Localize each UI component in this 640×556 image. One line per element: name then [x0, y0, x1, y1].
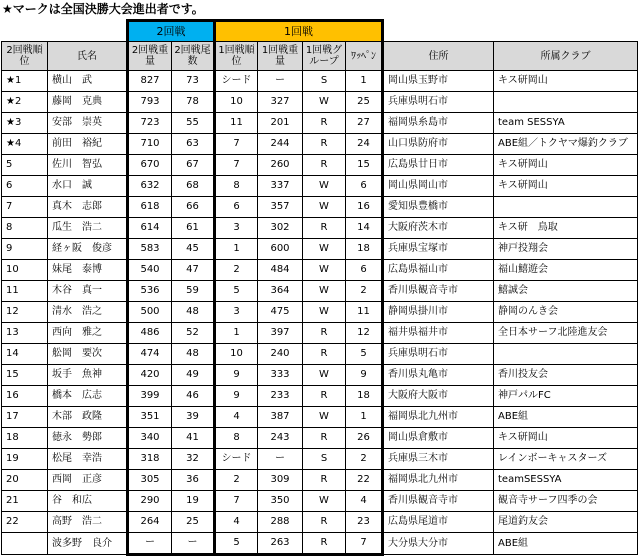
cell-club: 鱚誠会: [494, 281, 638, 302]
column-header-row: [2, 42, 638, 71]
cell-wappen: 7: [346, 533, 383, 555]
cell-address: 大阪府茨木市: [383, 218, 494, 239]
cell-tails2: 39: [172, 407, 215, 428]
cell-address: 岡山県岡山市: [383, 176, 494, 197]
cell-tails2: 48: [172, 302, 215, 323]
cell-wappen: 15: [346, 155, 383, 176]
cell-tails2: 63: [172, 134, 215, 155]
cell-wappen: 11: [346, 302, 383, 323]
cell-group1: R: [303, 155, 346, 176]
cell-weight2: 474: [128, 344, 172, 365]
table-row: [2, 92, 638, 113]
cell-name: 木部 政隆: [48, 407, 128, 428]
cell-wappen: 12: [346, 323, 383, 344]
cell-wappen: 6: [346, 260, 383, 281]
cell-name: 清水 浩之: [48, 302, 128, 323]
cell-wappen: 25: [346, 92, 383, 113]
cell-weight1: 201: [258, 113, 303, 134]
cell-rank2: 14: [2, 344, 48, 365]
cell-wappen: 23: [346, 512, 383, 533]
cell-rank2: 15: [2, 365, 48, 386]
cell-club: ABE組／トクヤマ爆釣クラブ: [494, 134, 638, 155]
cell-rank1: 3: [215, 302, 258, 323]
cell-address: 福岡県糸島市: [383, 113, 494, 134]
cell-address: 大阪府大阪市: [383, 386, 494, 407]
table-row: [2, 407, 638, 428]
cell-tails2: 32: [172, 449, 215, 470]
cell-name: 佐川 智弘: [48, 155, 128, 176]
cell-weight2: 500: [128, 302, 172, 323]
cell-weight2: 827: [128, 71, 172, 92]
cell-club: 尾道釣友会: [494, 512, 638, 533]
table-row: [2, 113, 638, 134]
cell-weight1: 600: [258, 239, 303, 260]
cell-address: 広島県廿日市: [383, 155, 494, 176]
cell-rank2: 16: [2, 386, 48, 407]
cell-rank1: シード: [215, 449, 258, 470]
cell-rank1: 5: [215, 281, 258, 302]
cell-rank2: 13: [2, 323, 48, 344]
cell-rank2: 5: [2, 155, 48, 176]
cell-weight1: 309: [258, 470, 303, 491]
cell-club: 静岡のんき会: [494, 302, 638, 323]
table-row: [2, 449, 638, 470]
cell-wappen: 4: [346, 491, 383, 512]
cell-rank1: 11: [215, 113, 258, 134]
cell-tails2: 48: [172, 344, 215, 365]
header-club: 所属クラブ: [494, 42, 638, 71]
cell-name: 松尾 幸浩: [48, 449, 128, 470]
cell-address: 香川県観音寺市: [383, 491, 494, 512]
cell-group1: R: [303, 386, 346, 407]
cell-rank2: [2, 533, 48, 555]
cell-group1: W: [303, 176, 346, 197]
cell-tails2: 73: [172, 71, 215, 92]
cell-name: 徳永 勢郎: [48, 428, 128, 449]
cell-club: キス研岡山: [494, 176, 638, 197]
cell-weight2: 420: [128, 365, 172, 386]
cell-name: 西向 雅之: [48, 323, 128, 344]
cell-wappen: 9: [346, 365, 383, 386]
cell-address: 岡山県玉野市: [383, 71, 494, 92]
cell-rank1: 1: [215, 323, 258, 344]
cell-name: 水口 誠: [48, 176, 128, 197]
cell-group1: W: [303, 365, 346, 386]
cell-rank2: 12: [2, 302, 48, 323]
round2-group-header: 2回戦: [128, 21, 215, 42]
table-row: [2, 155, 638, 176]
cell-tails2: ー: [172, 533, 215, 555]
cell-rank1: 5: [215, 533, 258, 555]
cell-name: 安部 崇英: [48, 113, 128, 134]
cell-tails2: 41: [172, 428, 215, 449]
cell-rank2: 22: [2, 512, 48, 533]
cell-group1: W: [303, 260, 346, 281]
cell-club: teamSESSYA: [494, 470, 638, 491]
cell-wappen: 5: [346, 344, 383, 365]
cell-weight2: 486: [128, 323, 172, 344]
cell-tails2: 45: [172, 239, 215, 260]
cell-group1: S: [303, 449, 346, 470]
cell-club: キス研 鳥取: [494, 218, 638, 239]
cell-club: キス研岡山: [494, 71, 638, 92]
cell-club: レインボーキャスターズ: [494, 449, 638, 470]
cell-weight1: 484: [258, 260, 303, 281]
header-address: 住所: [383, 42, 494, 71]
cell-rank2: 21: [2, 491, 48, 512]
cell-tails2: 66: [172, 197, 215, 218]
table-row: [2, 218, 638, 239]
qualifier-note: ★マークは全国決勝大会進出者です。: [2, 2, 204, 16]
cell-club: ABE組: [494, 533, 638, 555]
header-weight2: 2回戦重量: [128, 42, 172, 71]
cell-group1: W: [303, 197, 346, 218]
cell-rank2: ★2: [2, 92, 48, 113]
cell-address: 兵庫県三木市: [383, 449, 494, 470]
table-row: [2, 281, 638, 302]
group-header-row: [2, 21, 638, 42]
table-row: [2, 491, 638, 512]
cell-rank2: 9: [2, 239, 48, 260]
cell-address: 福井県福井市: [383, 323, 494, 344]
cell-weight1: 387: [258, 407, 303, 428]
cell-group1: W: [303, 407, 346, 428]
cell-weight2: 264: [128, 512, 172, 533]
cell-group1: W: [303, 239, 346, 260]
cell-address: 愛知県豊橋市: [383, 197, 494, 218]
cell-rank2: 10: [2, 260, 48, 281]
cell-tails2: 52: [172, 323, 215, 344]
cell-club: team SESSYA: [494, 113, 638, 134]
cell-tails2: 49: [172, 365, 215, 386]
cell-club: [494, 197, 638, 218]
cell-name: 前田 裕紀: [48, 134, 128, 155]
cell-weight2: 793: [128, 92, 172, 113]
cell-weight1: 240: [258, 344, 303, 365]
cell-weight2: 710: [128, 134, 172, 155]
cell-tails2: 68: [172, 176, 215, 197]
cell-address: 香川県観音寺市: [383, 281, 494, 302]
header-tails2: 2回戦尾数: [172, 42, 215, 71]
cell-group1: S: [303, 71, 346, 92]
cell-club: 全日本サーフ北陸進友会: [494, 323, 638, 344]
cell-group1: R: [303, 533, 346, 555]
cell-address: 兵庫県明石市: [383, 92, 494, 113]
cell-name: 舩岡 要次: [48, 344, 128, 365]
cell-rank1: 4: [215, 407, 258, 428]
cell-rank1: 8: [215, 176, 258, 197]
cell-club: [494, 92, 638, 113]
cell-weight1: 337: [258, 176, 303, 197]
cell-rank2: 20: [2, 470, 48, 491]
table-row: [2, 71, 638, 92]
cell-wappen: 24: [346, 134, 383, 155]
cell-rank2: 19: [2, 449, 48, 470]
cell-weight2: 723: [128, 113, 172, 134]
cell-group1: R: [303, 134, 346, 155]
cell-tails2: 46: [172, 386, 215, 407]
cell-weight2: 351: [128, 407, 172, 428]
cell-group1: R: [303, 428, 346, 449]
cell-club: [494, 344, 638, 365]
cell-weight2: 632: [128, 176, 172, 197]
cell-weight1: 233: [258, 386, 303, 407]
cell-address: 香川県丸亀市: [383, 365, 494, 386]
cell-name: 木谷 真一: [48, 281, 128, 302]
cell-rank1: 3: [215, 218, 258, 239]
cell-weight1: 327: [258, 92, 303, 113]
cell-weight1: 357: [258, 197, 303, 218]
cell-wappen: 2: [346, 449, 383, 470]
cell-rank2: ★1: [2, 71, 48, 92]
table-row: [2, 344, 638, 365]
table-row: [2, 302, 638, 323]
cell-name: 高野 浩二: [48, 512, 128, 533]
cell-name: 藤岡 克典: [48, 92, 128, 113]
header-rank1: 1回戦順位: [215, 42, 258, 71]
cell-weight2: 614: [128, 218, 172, 239]
cell-weight1: 397: [258, 323, 303, 344]
cell-tails2: 78: [172, 92, 215, 113]
cell-rank2: 11: [2, 281, 48, 302]
cell-name: 瓜生 浩二: [48, 218, 128, 239]
cell-address: 岡山県倉敷市: [383, 428, 494, 449]
cell-wappen: 16: [346, 197, 383, 218]
cell-tails2: 55: [172, 113, 215, 134]
cell-tails2: 67: [172, 155, 215, 176]
results-table: [1, 19, 638, 556]
header-rank2: 2回戦順位: [2, 42, 48, 71]
header-weight1: 1回戦重量: [258, 42, 303, 71]
cell-wappen: 14: [346, 218, 383, 239]
cell-address: 広島県尾道市: [383, 512, 494, 533]
cell-name: 横山 武: [48, 71, 128, 92]
table-row: [2, 134, 638, 155]
cell-name: 妹尾 泰博: [48, 260, 128, 281]
cell-name: 坂手 魚神: [48, 365, 128, 386]
cell-weight1: 288: [258, 512, 303, 533]
cell-wappen: 22: [346, 470, 383, 491]
cell-group1: W: [303, 491, 346, 512]
cell-weight1: 475: [258, 302, 303, 323]
table-row: [2, 428, 638, 449]
cell-rank2: ★3: [2, 113, 48, 134]
cell-rank1: 2: [215, 260, 258, 281]
cell-name: 波多野 良介: [48, 533, 128, 555]
cell-address: 山口県防府市: [383, 134, 494, 155]
cell-group1: R: [303, 218, 346, 239]
cell-rank1: 2: [215, 470, 258, 491]
cell-club: 神戸投翔会: [494, 239, 638, 260]
cell-group1: W: [303, 302, 346, 323]
cell-rank1: 10: [215, 92, 258, 113]
cell-weight1: 263: [258, 533, 303, 555]
cell-rank1: シード: [215, 71, 258, 92]
table-row: [2, 365, 638, 386]
cell-weight1: 302: [258, 218, 303, 239]
cell-weight2: 618: [128, 197, 172, 218]
header-wappen: ﾜｯﾍﾟﾝ: [346, 42, 383, 71]
cell-address: 静岡県掛川市: [383, 302, 494, 323]
table-row: [2, 386, 638, 407]
cell-name: 経ヶ阪 俊彦: [48, 239, 128, 260]
table-row: [2, 323, 638, 344]
cell-rank1: 1: [215, 239, 258, 260]
table-row: [2, 239, 638, 260]
cell-tails2: 36: [172, 470, 215, 491]
cell-rank1: 7: [215, 134, 258, 155]
cell-address: 福岡県北九州市: [383, 470, 494, 491]
table-row: [2, 176, 638, 197]
cell-rank1: 8: [215, 428, 258, 449]
cell-name: 真木 志郎: [48, 197, 128, 218]
cell-wappen: 6: [346, 176, 383, 197]
cell-wappen: 1: [346, 71, 383, 92]
cell-club: 観音寺サーフ四季の会: [494, 491, 638, 512]
cell-address: 福岡県北九州市: [383, 407, 494, 428]
round1-group-header: 1回戦: [215, 21, 383, 42]
cell-rank1: 6: [215, 197, 258, 218]
cell-rank1: 10: [215, 344, 258, 365]
cell-weight2: 583: [128, 239, 172, 260]
cell-wappen: 1: [346, 407, 383, 428]
cell-rank1: 4: [215, 512, 258, 533]
cell-tails2: 59: [172, 281, 215, 302]
cell-rank2: 17: [2, 407, 48, 428]
cell-group1: R: [303, 323, 346, 344]
cell-rank2: 18: [2, 428, 48, 449]
cell-rank1: 9: [215, 386, 258, 407]
cell-weight2: 305: [128, 470, 172, 491]
cell-rank1: 9: [215, 365, 258, 386]
cell-club: 香川投友会: [494, 365, 638, 386]
cell-wappen: 2: [346, 281, 383, 302]
cell-rank2: ★4: [2, 134, 48, 155]
table-row: [2, 512, 638, 533]
cell-name: 西岡 正彦: [48, 470, 128, 491]
cell-group1: W: [303, 92, 346, 113]
header-group1: 1回戦グループ: [303, 42, 346, 71]
cell-weight2: 536: [128, 281, 172, 302]
cell-tails2: 19: [172, 491, 215, 512]
cell-address: 兵庫県宝塚市: [383, 239, 494, 260]
cell-group1: R: [303, 113, 346, 134]
cell-rank2: 6: [2, 176, 48, 197]
cell-group1: R: [303, 512, 346, 533]
cell-weight2: ー: [128, 533, 172, 555]
cell-club: 福山鱚遊会: [494, 260, 638, 281]
cell-weight2: 318: [128, 449, 172, 470]
cell-name: 谷 和広: [48, 491, 128, 512]
cell-weight1: 243: [258, 428, 303, 449]
header-name: 氏名: [48, 42, 128, 71]
cell-weight1: 244: [258, 134, 303, 155]
cell-weight2: 670: [128, 155, 172, 176]
table-row: [2, 260, 638, 281]
cell-club: キス研岡山: [494, 428, 638, 449]
cell-weight2: 540: [128, 260, 172, 281]
cell-club: 神戸パルFC: [494, 386, 638, 407]
cell-address: 広島県福山市: [383, 260, 494, 281]
cell-wappen: 27: [346, 113, 383, 134]
cell-rank1: 7: [215, 155, 258, 176]
table-row: [2, 470, 638, 491]
cell-weight1: 364: [258, 281, 303, 302]
cell-rank2: 7: [2, 197, 48, 218]
cell-weight1: 260: [258, 155, 303, 176]
cell-address: 兵庫県明石市: [383, 344, 494, 365]
cell-group1: R: [303, 470, 346, 491]
cell-rank2: 8: [2, 218, 48, 239]
cell-tails2: 61: [172, 218, 215, 239]
table-row: [2, 533, 638, 555]
cell-weight1: ー: [258, 71, 303, 92]
cell-club: ABE組: [494, 407, 638, 428]
cell-tails2: 25: [172, 512, 215, 533]
cell-club: キス研岡山: [494, 155, 638, 176]
cell-wappen: 18: [346, 386, 383, 407]
cell-wappen: 26: [346, 428, 383, 449]
cell-weight2: 399: [128, 386, 172, 407]
cell-rank1: 7: [215, 491, 258, 512]
cell-weight1: ー: [258, 449, 303, 470]
cell-weight1: 333: [258, 365, 303, 386]
cell-name: 橋本 広志: [48, 386, 128, 407]
cell-weight1: 350: [258, 491, 303, 512]
table-row: [2, 197, 638, 218]
cell-address: 大分県大分市: [383, 533, 494, 555]
cell-wappen: 18: [346, 239, 383, 260]
cell-weight2: 340: [128, 428, 172, 449]
cell-group1: W: [303, 281, 346, 302]
cell-tails2: 47: [172, 260, 215, 281]
cell-weight2: 290: [128, 491, 172, 512]
cell-group1: R: [303, 344, 346, 365]
